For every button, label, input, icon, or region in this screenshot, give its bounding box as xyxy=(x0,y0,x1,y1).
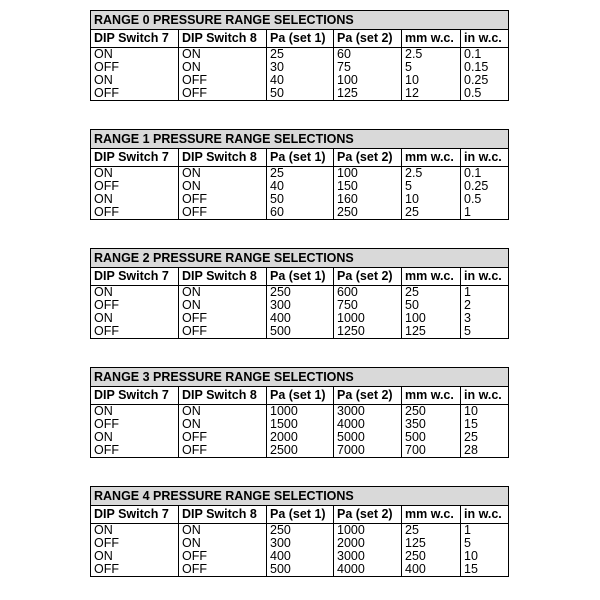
table-cell: 1500 xyxy=(267,418,334,431)
column-header: Pa (set 1) xyxy=(267,149,334,167)
table-cell: OFF xyxy=(179,193,267,206)
table-row xyxy=(91,61,509,74)
table-cell: 5 xyxy=(402,180,461,193)
table-title: RANGE 3 PRESSURE RANGE SELECTIONS xyxy=(91,368,509,387)
table-cell: 5 xyxy=(461,325,509,339)
table-title: RANGE 0 PRESSURE RANGE SELECTIONS xyxy=(91,11,509,30)
column-header: Pa (set 2) xyxy=(334,268,402,286)
range-0-table xyxy=(90,10,509,101)
table-cell: 4000 xyxy=(334,563,402,577)
table-cell: 250 xyxy=(267,286,334,300)
table-cell: 60 xyxy=(267,206,334,220)
table-cell: 250 xyxy=(267,524,334,538)
table-row xyxy=(91,563,509,577)
table-cell: ON xyxy=(91,431,179,444)
table-cell: 2000 xyxy=(334,537,402,550)
table-cell: 700 xyxy=(402,444,461,458)
column-header: DIP Switch 8 xyxy=(179,268,267,286)
table-cell: ON xyxy=(91,193,179,206)
table-cell: 60 xyxy=(334,48,402,62)
table-title: RANGE 4 PRESSURE RANGE SELECTIONS xyxy=(91,487,509,506)
table-row xyxy=(91,74,509,87)
table-cell: OFF xyxy=(179,325,267,339)
table-cell: ON xyxy=(91,74,179,87)
column-header: Pa (set 1) xyxy=(267,506,334,524)
table-cell: 2500 xyxy=(267,444,334,458)
column-header: DIP Switch 8 xyxy=(179,149,267,167)
table-cell: ON xyxy=(179,167,267,181)
table-cell: 1 xyxy=(461,524,509,538)
column-header: Pa (set 2) xyxy=(334,149,402,167)
column-header: DIP Switch 8 xyxy=(179,30,267,48)
column-header: Pa (set 1) xyxy=(267,387,334,405)
column-header: mm w.c. xyxy=(402,149,461,167)
table-cell: 400 xyxy=(267,550,334,563)
table-cell: 7000 xyxy=(334,444,402,458)
table-cell: OFF xyxy=(179,312,267,325)
table-cell: OFF xyxy=(179,563,267,577)
table-cell: OFF xyxy=(91,87,179,101)
table-cell: 1000 xyxy=(334,312,402,325)
table-cell: OFF xyxy=(179,87,267,101)
table-cell: 500 xyxy=(267,325,334,339)
table-cell: ON xyxy=(179,524,267,538)
table-row xyxy=(91,206,509,220)
table-cell: 600 xyxy=(334,286,402,300)
column-header: mm w.c. xyxy=(402,30,461,48)
table-row xyxy=(91,286,509,300)
table-cell: 2.5 xyxy=(402,48,461,62)
table-cell: OFF xyxy=(91,418,179,431)
table-cell: ON xyxy=(91,405,179,419)
table-cell: 400 xyxy=(267,312,334,325)
table-cell: 50 xyxy=(267,87,334,101)
table-row xyxy=(91,87,509,101)
table-cell: ON xyxy=(179,61,267,74)
table-cell: 0.5 xyxy=(461,193,509,206)
column-header: mm w.c. xyxy=(402,268,461,286)
table-cell: 1250 xyxy=(334,325,402,339)
table-row xyxy=(91,167,509,181)
table-cell: 0.5 xyxy=(461,87,509,101)
column-header: DIP Switch 7 xyxy=(91,268,179,286)
table-cell: 100 xyxy=(334,74,402,87)
table-title: RANGE 1 PRESSURE RANGE SELECTIONS xyxy=(91,130,509,149)
column-header: DIP Switch 8 xyxy=(179,506,267,524)
table-cell: 3 xyxy=(461,312,509,325)
table-cell: 15 xyxy=(461,563,509,577)
table-cell: OFF xyxy=(91,299,179,312)
table-cell: OFF xyxy=(91,444,179,458)
table-cell: 1 xyxy=(461,286,509,300)
table-row xyxy=(91,405,509,419)
table-cell: 12 xyxy=(402,87,461,101)
column-header: in w.c. xyxy=(461,149,509,167)
table-row xyxy=(91,325,509,339)
table-cell: 5 xyxy=(402,61,461,74)
column-header: in w.c. xyxy=(461,506,509,524)
table-cell: ON xyxy=(91,524,179,538)
table-cell: 10 xyxy=(461,550,509,563)
table-cell: OFF xyxy=(179,74,267,87)
table-cell: ON xyxy=(91,167,179,181)
table-cell: OFF xyxy=(91,563,179,577)
table-cell: 4000 xyxy=(334,418,402,431)
table-cell: 3000 xyxy=(334,405,402,419)
table-cell: ON xyxy=(179,405,267,419)
table-cell: OFF xyxy=(91,325,179,339)
table-cell: 1000 xyxy=(334,524,402,538)
table-cell: OFF xyxy=(91,180,179,193)
table-cell: 300 xyxy=(267,537,334,550)
table-cell: 0.1 xyxy=(461,48,509,62)
table-cell: ON xyxy=(179,48,267,62)
table-cell: ON xyxy=(91,312,179,325)
table-cell: 125 xyxy=(402,537,461,550)
table-cell: 10 xyxy=(402,74,461,87)
table-cell: 2.5 xyxy=(402,167,461,181)
table-cell: 125 xyxy=(402,325,461,339)
table-cell: OFF xyxy=(91,206,179,220)
table-cell: OFF xyxy=(91,537,179,550)
column-header: DIP Switch 7 xyxy=(91,149,179,167)
column-header: Pa (set 2) xyxy=(334,30,402,48)
table-title: RANGE 2 PRESSURE RANGE SELECTIONS xyxy=(91,249,509,268)
table-cell: ON xyxy=(91,286,179,300)
table-cell: ON xyxy=(91,550,179,563)
column-header: Pa (set 1) xyxy=(267,268,334,286)
table-cell: 15 xyxy=(461,418,509,431)
table-cell: 150 xyxy=(334,180,402,193)
range-1-table xyxy=(90,129,509,220)
column-header: in w.c. xyxy=(461,387,509,405)
range-3-table xyxy=(90,367,509,458)
table-cell: 25 xyxy=(461,431,509,444)
table-row xyxy=(91,312,509,325)
table-cell: OFF xyxy=(179,431,267,444)
table-cell: 250 xyxy=(402,550,461,563)
table-cell: 0.1 xyxy=(461,167,509,181)
table-cell: 10 xyxy=(461,405,509,419)
table-cell: 25 xyxy=(402,524,461,538)
column-header: Pa (set 1) xyxy=(267,30,334,48)
table-cell: 1000 xyxy=(267,405,334,419)
table-cell: 2000 xyxy=(267,431,334,444)
table-cell: OFF xyxy=(91,61,179,74)
column-header: DIP Switch 7 xyxy=(91,506,179,524)
table-row xyxy=(91,444,509,458)
column-header: mm w.c. xyxy=(402,387,461,405)
table-cell: 40 xyxy=(267,74,334,87)
table-cell: 100 xyxy=(402,312,461,325)
table-cell: 0.15 xyxy=(461,61,509,74)
table-row xyxy=(91,299,509,312)
table-cell: 25 xyxy=(402,286,461,300)
table-cell: ON xyxy=(91,48,179,62)
table-row xyxy=(91,180,509,193)
table-row xyxy=(91,418,509,431)
table-cell: 50 xyxy=(402,299,461,312)
table-cell: 5000 xyxy=(334,431,402,444)
table-cell: 5 xyxy=(461,537,509,550)
table-cell: 350 xyxy=(402,418,461,431)
table-cell: 30 xyxy=(267,61,334,74)
table-cell: 10 xyxy=(402,193,461,206)
table-cell: 40 xyxy=(267,180,334,193)
table-cell: 1 xyxy=(461,206,509,220)
table-cell: 0.25 xyxy=(461,74,509,87)
table-cell: 500 xyxy=(402,431,461,444)
table-row xyxy=(91,524,509,538)
table-row xyxy=(91,550,509,563)
column-header: DIP Switch 7 xyxy=(91,30,179,48)
column-header: mm w.c. xyxy=(402,506,461,524)
column-header: Pa (set 2) xyxy=(334,506,402,524)
table-row xyxy=(91,48,509,62)
column-header: in w.c. xyxy=(461,30,509,48)
table-cell: 25 xyxy=(267,167,334,181)
range-4-table xyxy=(90,486,509,577)
table-cell: ON xyxy=(179,418,267,431)
table-cell: OFF xyxy=(179,444,267,458)
table-cell: OFF xyxy=(179,206,267,220)
table-cell: ON xyxy=(179,537,267,550)
table-cell: 750 xyxy=(334,299,402,312)
table-row xyxy=(91,193,509,206)
table-cell: 300 xyxy=(267,299,334,312)
table-cell: 25 xyxy=(267,48,334,62)
range-2-table xyxy=(90,248,509,339)
table-cell: 28 xyxy=(461,444,509,458)
table-cell: OFF xyxy=(179,550,267,563)
table-cell: 160 xyxy=(334,193,402,206)
column-header: DIP Switch 8 xyxy=(179,387,267,405)
table-cell: 500 xyxy=(267,563,334,577)
table-cell: 250 xyxy=(334,206,402,220)
table-cell: 25 xyxy=(402,206,461,220)
table-cell: 0.25 xyxy=(461,180,509,193)
column-header: Pa (set 2) xyxy=(334,387,402,405)
table-cell: 400 xyxy=(402,563,461,577)
column-header: in w.c. xyxy=(461,268,509,286)
table-cell: 250 xyxy=(402,405,461,419)
table-cell: 3000 xyxy=(334,550,402,563)
table-cell: ON xyxy=(179,286,267,300)
table-cell: 125 xyxy=(334,87,402,101)
table-cell: ON xyxy=(179,180,267,193)
table-row xyxy=(91,431,509,444)
table-cell: 100 xyxy=(334,167,402,181)
column-header: DIP Switch 7 xyxy=(91,387,179,405)
table-cell: 75 xyxy=(334,61,402,74)
table-cell: 2 xyxy=(461,299,509,312)
table-row xyxy=(91,537,509,550)
table-cell: 50 xyxy=(267,193,334,206)
table-cell: ON xyxy=(179,299,267,312)
